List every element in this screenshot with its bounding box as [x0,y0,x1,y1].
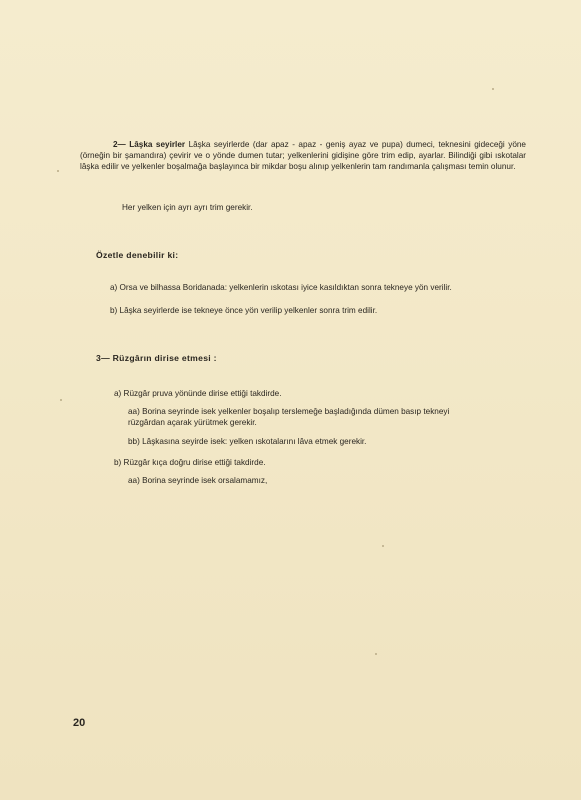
paper-speck [57,170,59,172]
page-number: 20 [73,717,86,729]
paper-speck [382,545,384,547]
section-3-item-aa-line1: aa) Borina seyrinde isek yelkenler boşalıp terslemeğe başladığında dümen basıp tekneyi [128,407,450,416]
summary-item-b: b) Lâşka seyirlerde ise tekneye önce yön verilip yelkenler sonra trim edilir. [110,306,378,315]
summary-item-a: a) Orsa ve bilhassa Boridanada: yelkenlerin ıskotası iyice kasıldıktan sonra tekneye yön verilir. [110,283,452,292]
section-3-item-bb: bb) Lâşkasına seyirde isek: yelken ıskotalarını lâva etmek gerekir. [128,437,367,446]
section-3-item-b: b) Rüzgâr kıça doğru dirise ettiği takdirde. [114,458,266,467]
paper-speck [60,399,62,401]
summary-heading: Özetle denebilir ki: [96,250,179,260]
section-3-item-aa-line2: rüzgârdan açarak yürütmek gerekir. [128,418,257,427]
section-3-heading: 3— Rüzgârın dirise etmesi : [96,353,217,363]
paper-speck [492,88,494,90]
section-2-paragraph [80,140,526,172]
section-3-item-a: a) Rüzgâr pruva yönünde dirise ettiği takdirde. [114,389,282,398]
section-3-item-b-aa: aa) Borina seyrinde isek orsalamamız, [128,476,268,485]
trim-note: Her yelken için ayrı ayrı trim gerekir. [122,203,253,212]
section-2-heading: 2— Lâşka seyirler [113,140,186,149]
section-2-text: Lâşka seyirlerde (dar apaz - apaz - geniş ayaz ve pupa) dumeci, teknesini gideceği yöne (örneğin bir şamandıra) çevirir ve o yönde dumen tutar; yelkenlerini gidişine göre trim edip, ayarlar. Bilindiği gibi ıskotalar lâşka edilir ve yelkenler boşalmağa başlayınca bir mikdar boşu alınıp yelkenlerin tam randımanla çalışması temin olunur. [80,140,526,171]
paper-speck [375,653,377,655]
